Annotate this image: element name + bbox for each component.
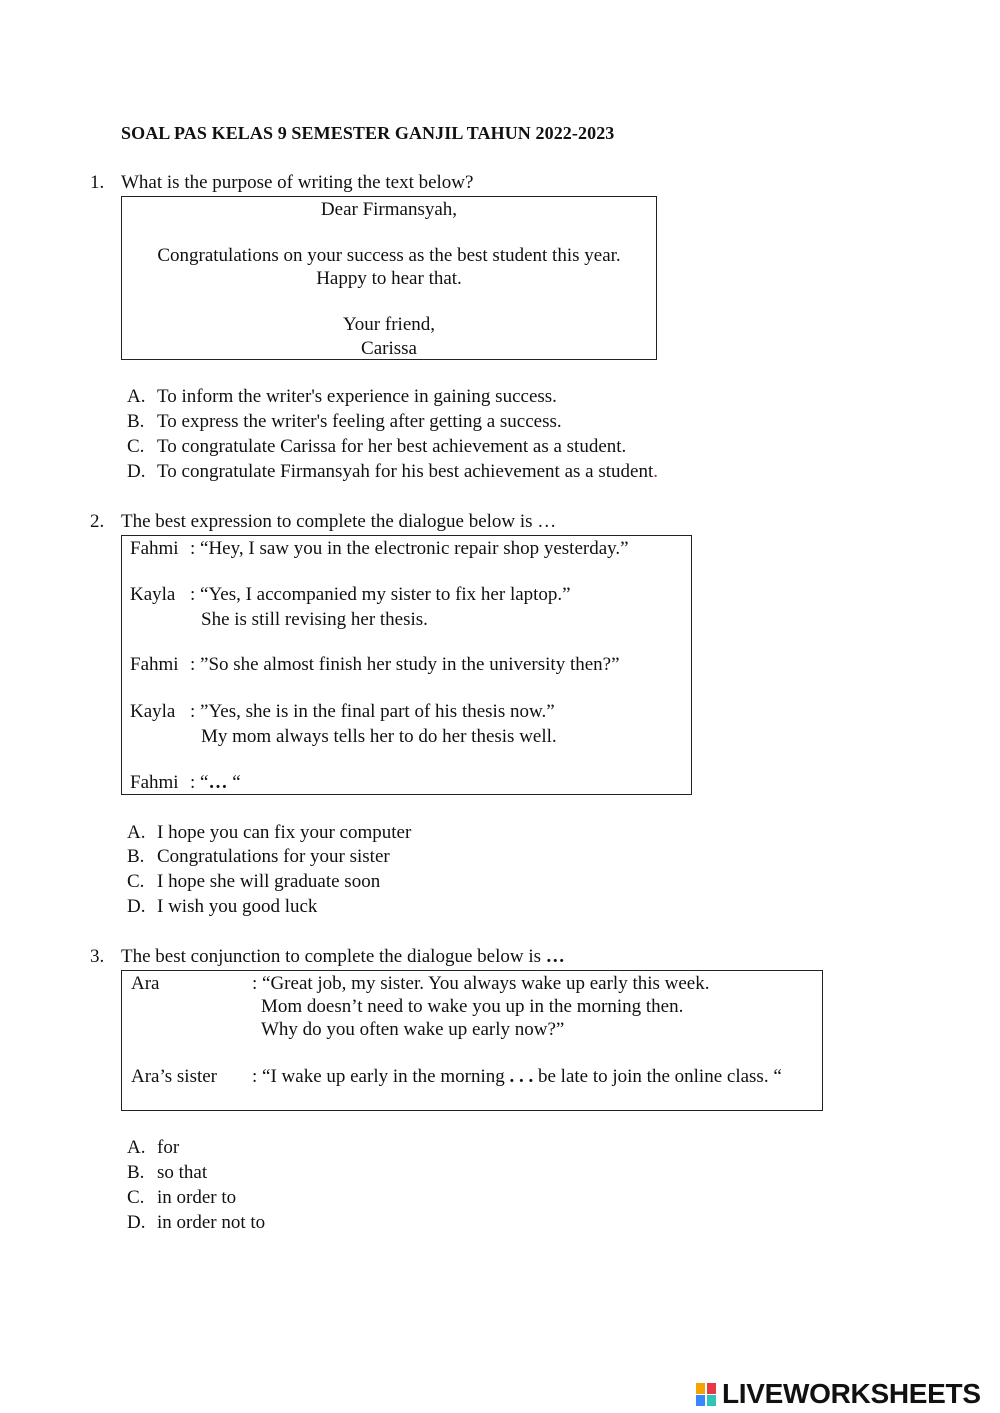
question-2-option-a[interactable] — [127, 822, 411, 844]
question-2-number: 2. — [90, 511, 105, 532]
option-letter: D. — [127, 1212, 146, 1233]
option-period: . — [653, 461, 658, 482]
question-1-option-a[interactable] — [127, 386, 557, 408]
option-text: To congratulate Carissa for her best achievement as a student. — [157, 436, 627, 457]
dialogue-line: : ”So she almost finish her study in the university then?” — [190, 654, 620, 675]
option-text: To inform the writer's experience in gaining success. — [157, 386, 557, 407]
dialogue-speaker: Fahmi — [130, 538, 179, 559]
dialogue-line — [190, 772, 241, 794]
option-text: To express the writer's feeling after getting a success. — [157, 411, 562, 432]
dialogue-line: : “Yes, I accompanied my sister to fix her laptop.” — [190, 584, 571, 605]
option-letter: B. — [127, 411, 145, 432]
dialogue-line — [252, 1066, 782, 1088]
question-2-option-d[interactable] — [127, 896, 317, 918]
dialogue-box-3 — [121, 970, 823, 1111]
dialogue-line-start: : “ — [190, 772, 209, 793]
question-3-option-a[interactable] — [127, 1137, 179, 1159]
letter-body-line-2: Happy to hear that. — [316, 268, 462, 289]
option-text: so that — [157, 1162, 208, 1183]
dialogue-line: : ”Yes, she is in the final part of his thesis now.” — [190, 701, 555, 722]
option-text: I hope she will graduate soon — [157, 871, 381, 892]
dialogue-line-end: be late to join the online class. “ — [533, 1066, 782, 1087]
option-letter: A. — [127, 386, 146, 407]
question-3-prompt-blank: … — [545, 946, 565, 967]
logo-block — [707, 1395, 716, 1406]
option-letter: D. — [127, 896, 146, 917]
option-text: for — [157, 1137, 180, 1158]
option-letter: A. — [127, 822, 146, 843]
question-3-option-d[interactable] — [127, 1212, 265, 1234]
liveworksheets-logo-text: LIVEWORKSHEETS — [722, 1378, 981, 1409]
letter-body-line-1: Congratulations on your success as the best student this year. — [157, 245, 621, 266]
option-letter: C. — [127, 871, 145, 892]
question-1-option-d[interactable] — [127, 461, 658, 483]
letter-greeting: Dear Firmansyah, — [320, 199, 458, 220]
option-text: I hope you can fix your computer — [157, 822, 412, 843]
liveworksheets-logo — [696, 1376, 981, 1412]
option-text: in order not to — [157, 1212, 266, 1233]
option-text: I wish you good luck — [157, 896, 318, 917]
dialogue-line-cont: Why do you often wake up early now?” — [261, 1019, 565, 1040]
letter-box — [121, 196, 657, 360]
logo-block — [707, 1383, 716, 1394]
dialogue-line-cont: She is still revising her thesis. — [201, 609, 428, 630]
question-1-option-c[interactable] — [127, 436, 626, 458]
question-3-number: 3. — [90, 946, 105, 967]
dialogue-speaker: Fahmi — [130, 772, 179, 793]
option-text: in order to — [157, 1187, 237, 1208]
dialogue-line-cont: Mom doesn’t need to wake you up in the morning then. — [261, 996, 684, 1017]
dialogue-speaker: Ara’s sister — [131, 1066, 218, 1087]
dialogue-speaker: Fahmi — [130, 654, 179, 675]
option-letter: B. — [127, 846, 145, 867]
dialogue-speaker: Ara — [131, 973, 160, 994]
dialogue-blank: … — [208, 772, 228, 793]
logo-block — [696, 1395, 705, 1406]
question-3-prompt — [121, 946, 565, 968]
dialogue-speaker: Kayla — [130, 701, 176, 722]
dialogue-line-start: : “I wake up early in the morning — [252, 1066, 510, 1087]
option-letter: B. — [127, 1162, 145, 1183]
question-3-option-b[interactable] — [127, 1162, 207, 1184]
option-letter: A. — [127, 1137, 146, 1158]
question-1-prompt: What is the purpose of writing the text below? — [121, 172, 474, 193]
letter-signature: Carissa — [361, 338, 417, 359]
question-2-option-b[interactable] — [127, 846, 390, 868]
dialogue-speaker: Kayla — [130, 584, 176, 605]
question-2-option-c[interactable] — [127, 871, 380, 893]
question-1-option-b[interactable] — [127, 411, 562, 433]
option-text: To congratulate Firmansyah for his best achievement as a student — [157, 461, 654, 482]
question-1-number: 1. — [90, 172, 105, 193]
dialogue-line: : “Great job, my sister. You always wake up early this week. — [252, 973, 710, 994]
letter-closing: Your friend, — [342, 314, 435, 335]
question-3-option-c[interactable] — [127, 1187, 236, 1209]
option-text: Congratulations for your sister — [157, 846, 390, 867]
option-letter: C. — [127, 1187, 145, 1208]
option-letter: D. — [127, 461, 146, 482]
question-3-prompt-text: The best conjunction to complete the dialogue below is — [121, 946, 546, 967]
dialogue-box-2 — [121, 535, 692, 795]
dialogue-line-end: “ — [227, 772, 241, 793]
dialogue-line: : “Hey, I saw you in the electronic repair shop yesterday.” — [190, 538, 629, 559]
dialogue-line-cont: My mom always tells her to do her thesis well. — [201, 726, 557, 747]
page-title: SOAL PAS KELAS 9 SEMESTER GANJIL TAHUN 2022-2023 — [121, 123, 615, 143]
dialogue-blank: . . . — [509, 1066, 534, 1087]
liveworksheets-logo-icon — [696, 1381, 720, 1407]
question-2-prompt: The best expression to complete the dialogue below is … — [121, 511, 557, 532]
logo-block — [696, 1383, 705, 1394]
option-letter: C. — [127, 436, 145, 457]
